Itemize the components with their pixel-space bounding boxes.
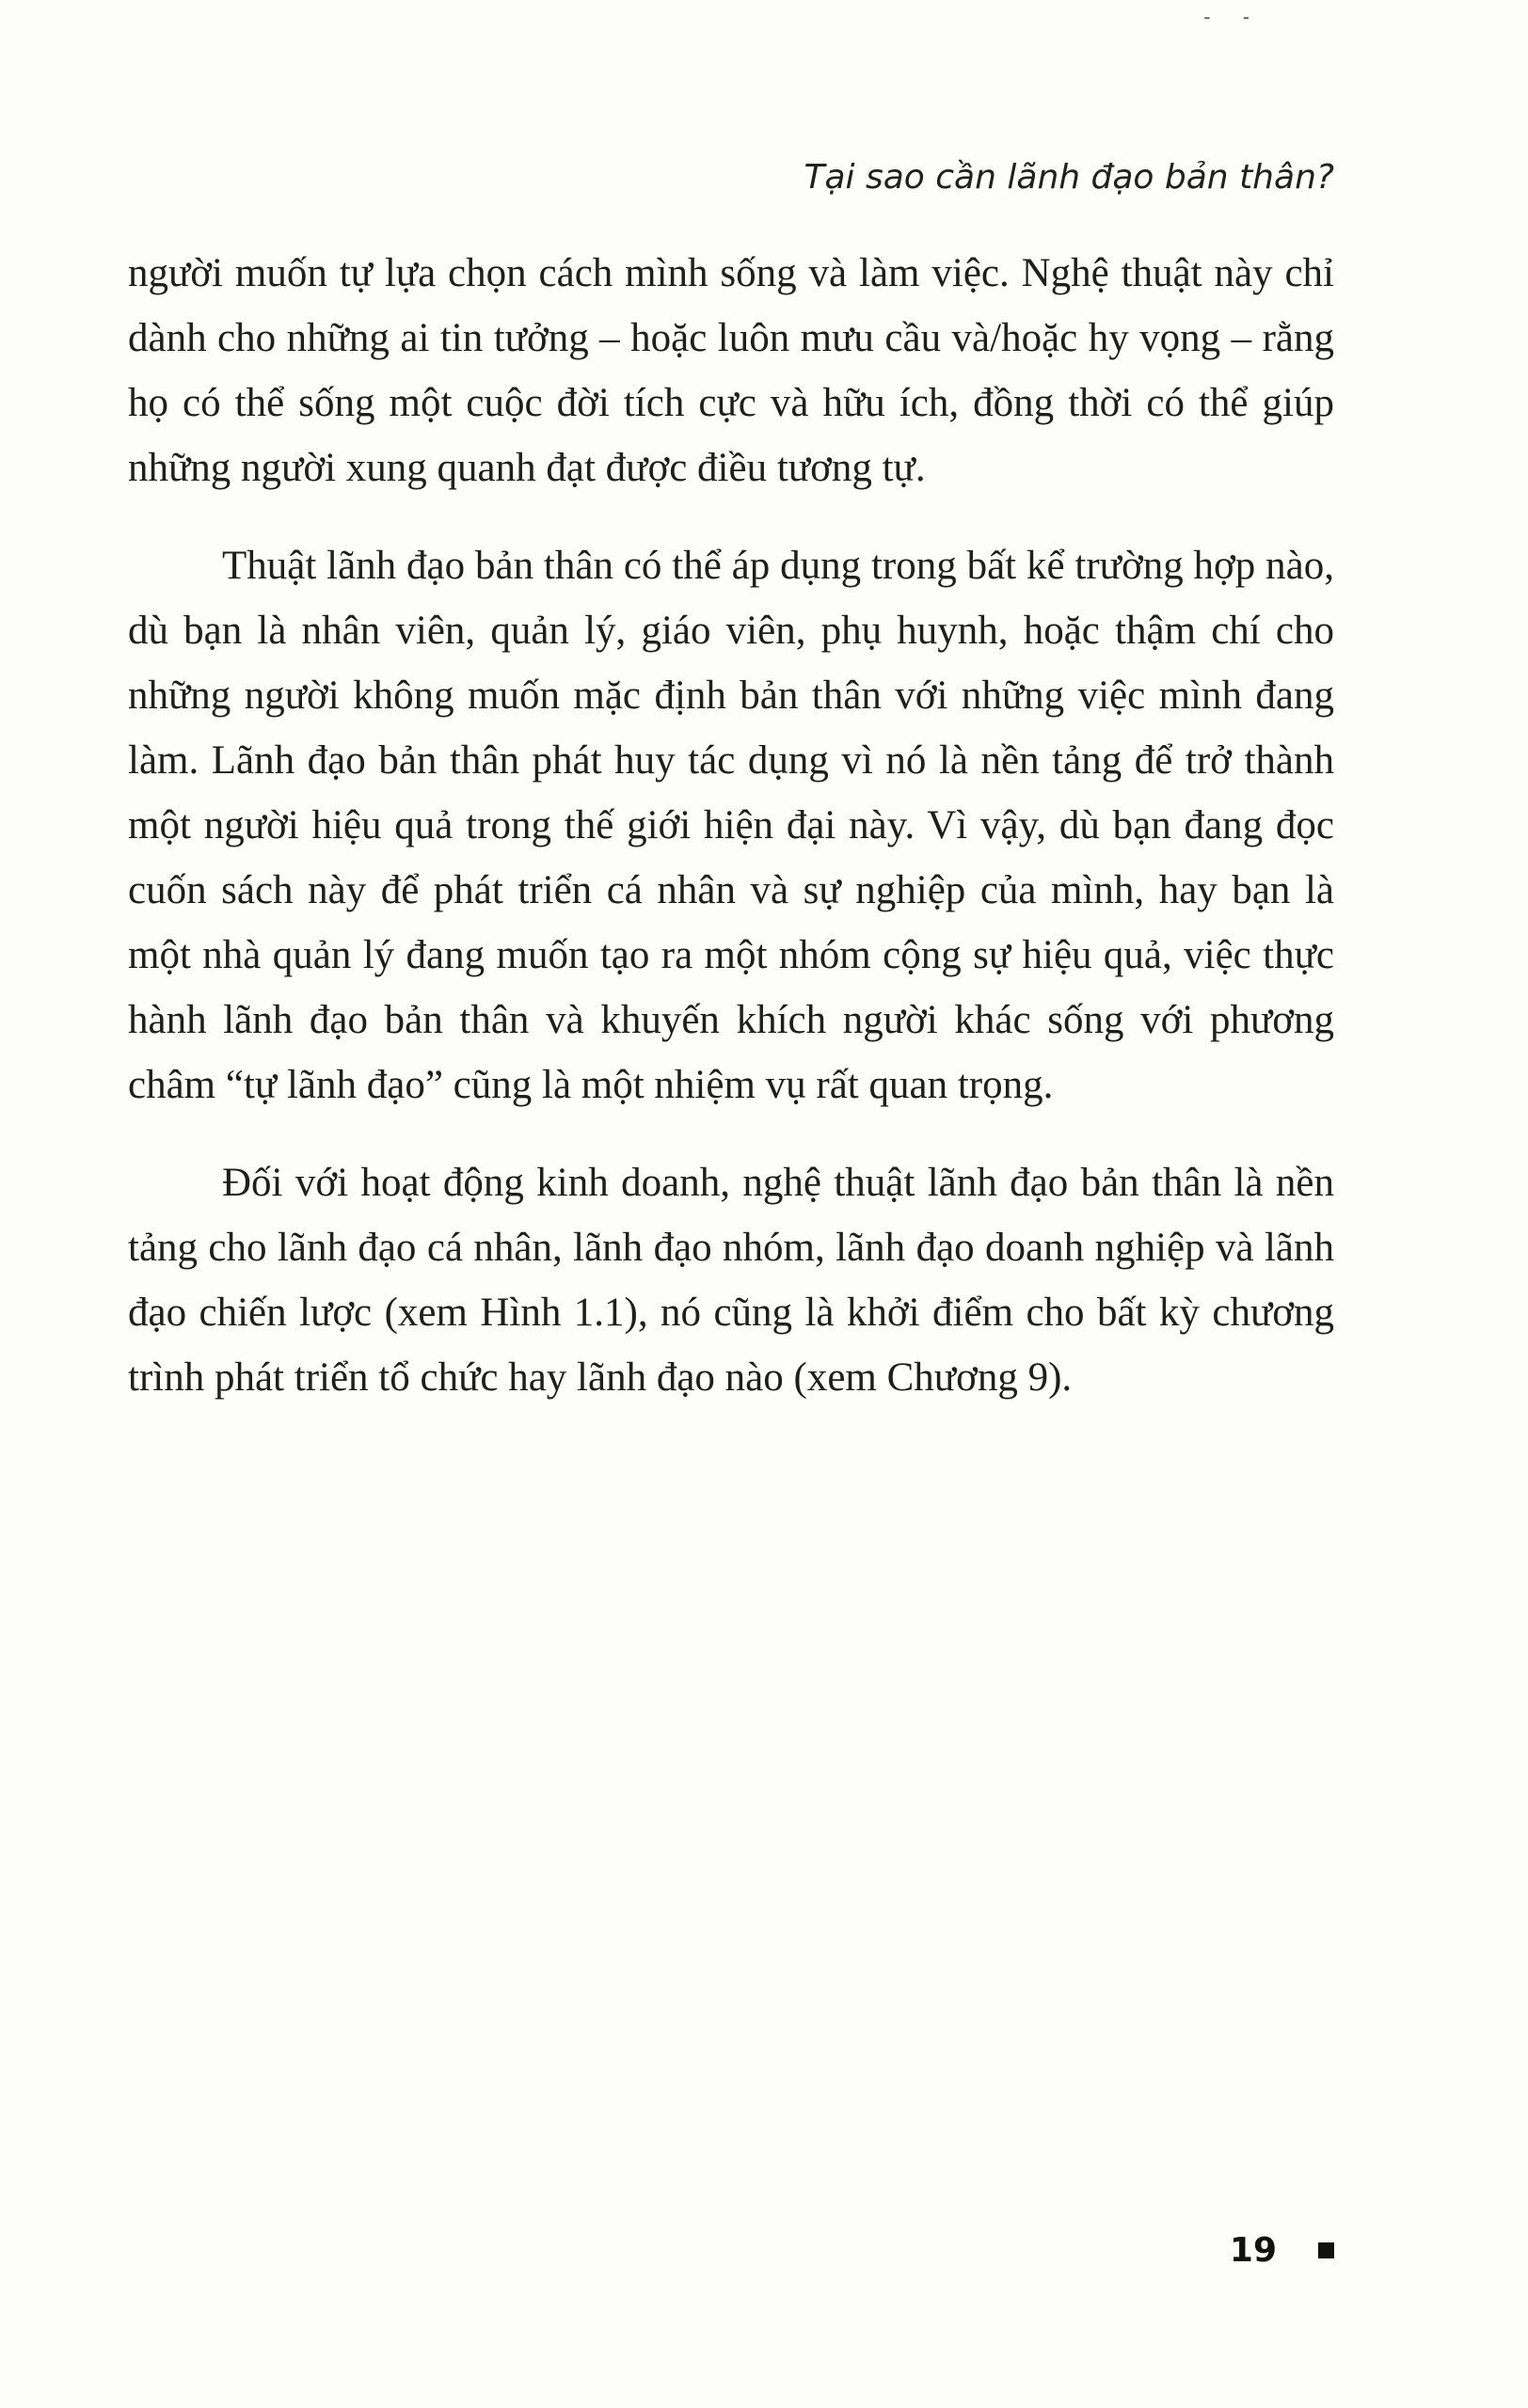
running-header: Tại sao cần lãnh đạo bản thân?	[804, 158, 1334, 197]
page-footer	[1230, 2231, 1334, 2270]
square-bullet-icon	[1318, 2242, 1334, 2258]
paragraph-self-leadership-application: Thuật lãnh đạo bản thân có thể áp dụng trong bất kể trường hợp nào, dù bạn là nhân viên, quản lý, giáo viên, phụ huynh, hoặc thậm chí cho những người không muốn mặc định bản thân với những việc mình đang làm. Lãnh đạo bản thân phát huy tác dụng vì nó là nền tảng để trở thành một người hiệu quả trong thế giới hiện đại này. Vì vậy, dù bạn đang đọc cuốn sách này để phát triển cá nhân và sự nghiệp của mình, hay bạn là một nhà quản lý đang muốn tạo ra một nhóm cộng sự hiệu quả, việc thực hành lãnh đạo bản thân và khuyến khích người khác sống với phương châm “tự lãnh đạo” cũng là một nhiệm vụ rất quan trọng.	[128, 544, 1334, 1107]
body-text	[128, 241, 1334, 1410]
paragraph-business-foundation: Đối với hoạt động kinh doanh, nghệ thuật lãnh đạo bản thân là nền tảng cho lãnh đạo cá nhân, lãnh đạo nhóm, lãnh đạo doanh nghiệp và lãnh đạo chiến lược (xem Hình 1.1), nó cũng là khởi điểm cho bất kỳ chương trình phát triển tổ chức hay lãnh đạo nào (xem Chương 9).	[128, 1161, 1334, 1400]
paragraph-continuation: người muốn tự lựa chọn cách mình sống và làm việc. Nghệ thuật này chỉ dành cho những ai tin tưởng – hoặc luôn mưu cầu và/hoặc hy vọng – rằng họ có thể sống một cuộc đời tích cực và hữu ích, đồng thời có thể giúp những người xung quanh đạt được điều tương tự.	[128, 251, 1334, 490]
scan-marks: - -	[1203, 6, 1263, 28]
page-number: 19	[1229, 2231, 1277, 2270]
